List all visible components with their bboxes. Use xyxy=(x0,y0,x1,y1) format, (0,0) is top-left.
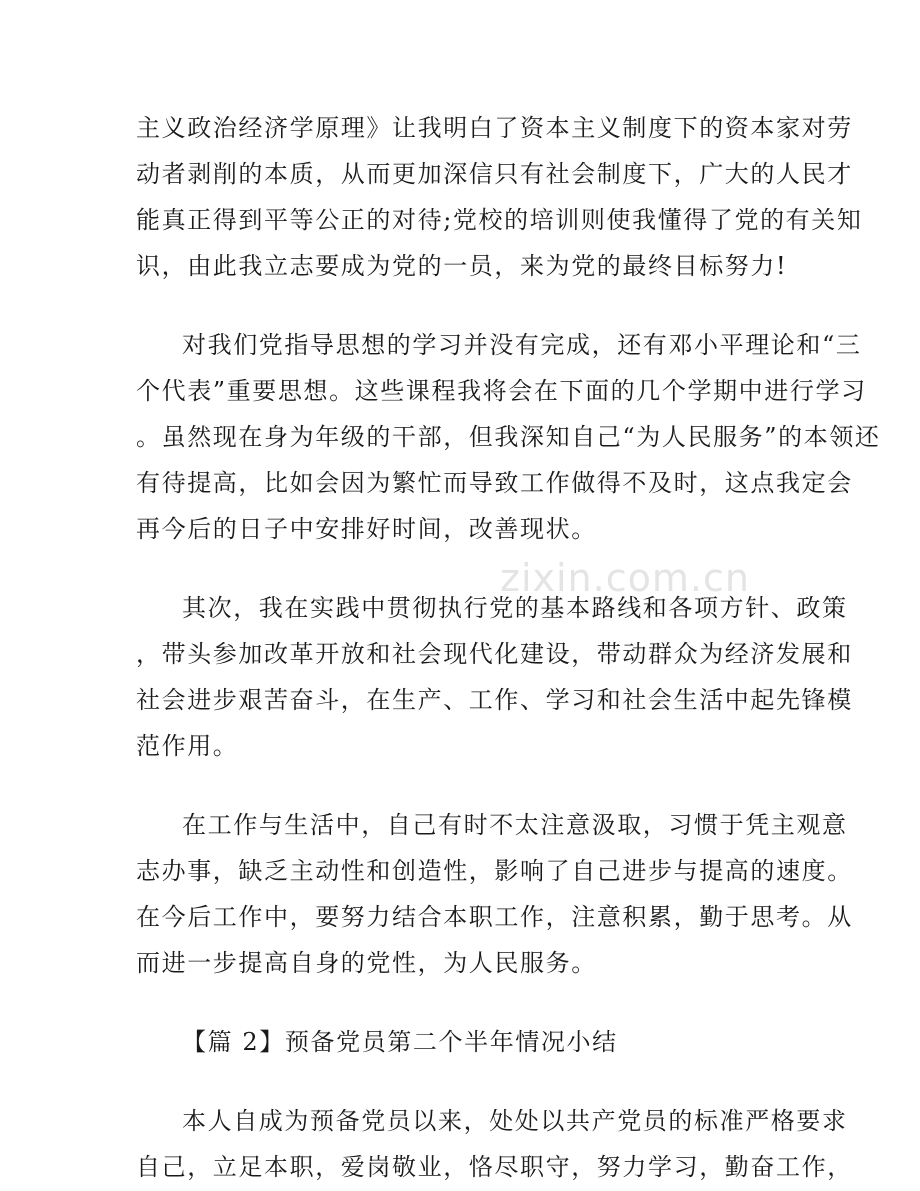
text-line: 其次，我在实践中贯彻执行党的基本路线和各项方针、政策 xyxy=(182,594,848,622)
text-line: 再今后的日子中安排好时间，改善现状。 xyxy=(136,515,597,543)
text-line: 主义政治经济学原理》让我明白了资本主义制度下的资本家对劳 xyxy=(136,114,853,142)
text-line: ，带头参加改革开放和社会现代化建设，带动群众为经济发展和 xyxy=(136,640,853,668)
text-line: 。虽然现在身为年级的干部，但我深知自己“为人民服务”的本领还 xyxy=(136,423,881,451)
text-line: 社会进步艰苦奋斗，在生产、工作、学习和社会生活中起先锋模 xyxy=(136,686,853,714)
text-line: 个代表”重要思想。这些课程我将会在下面的几个学期中进行学习 xyxy=(136,377,867,405)
text-line: 志办事，缺乏主动性和创造性，影响了自己进步与提高的速度。 xyxy=(136,857,853,885)
text-line: 有待提高，比如会因为繁忙而导致工作做得不及时，这点我定会 xyxy=(136,469,853,497)
text-line: 而进一步提高自身的党性，为人民服务。 xyxy=(136,949,597,977)
section-heading: 【篇 2】预备党员第二个半年情况小结 xyxy=(182,1028,618,1056)
text-line: 动者剥削的本质，从而更加深信只有社会制度下，广大的人民才 xyxy=(136,160,853,188)
text-line: 在今后工作中，要努力结合本职工作，注意积累，勤于思考。从 xyxy=(136,903,853,931)
watermark: zixin.com.cn xyxy=(500,556,750,600)
text-line: 能真正得到平等公正的对待;党校的培训则使我懂得了党的有关知 xyxy=(136,206,863,234)
text-line: 识，由此我立志要成为党的一员，来为党的最终目标努力! xyxy=(136,252,788,280)
text-line: 范作用。 xyxy=(136,732,239,760)
text-line: 在工作与生活中，自己有时不太注意汲取，习惯于凭主观意 xyxy=(182,811,848,839)
text-line: 对我们党指导思想的学习并没有完成，还有邓小平理论和“三 xyxy=(182,331,862,359)
text-line: 自己，立足本职，爱岗敬业，恪尽职守，努力学习，勤奋工作， xyxy=(136,1153,853,1181)
text-line: 本人自成为预备党员以来，处处以共产党员的标准严格要求 xyxy=(182,1107,848,1135)
